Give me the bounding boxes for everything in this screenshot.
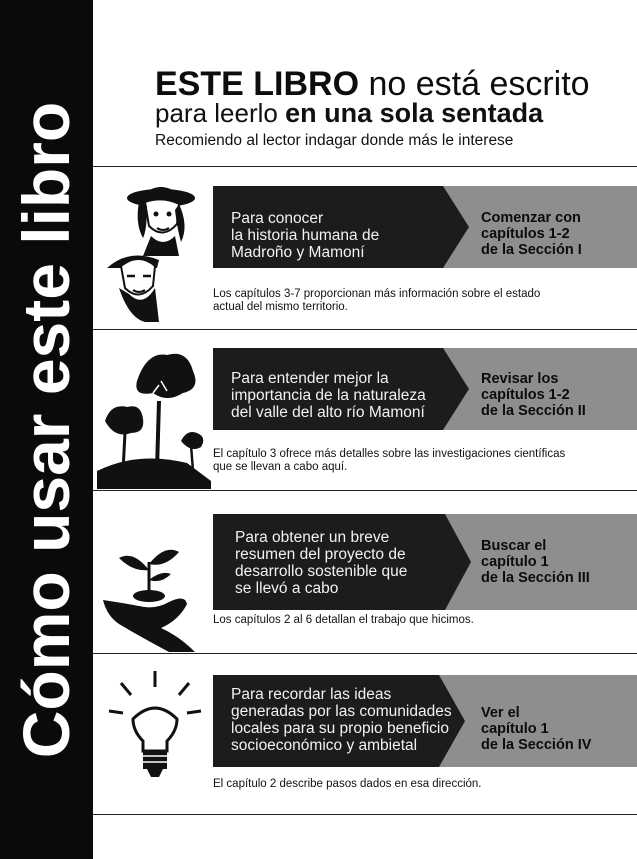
panel-4-left-text [231, 686, 452, 754]
side-bar [0, 0, 93, 859]
panel-2-left-line: del valle del alto río Mamoní [231, 404, 425, 421]
panel-3 [213, 514, 637, 610]
panel-1-left-line: Madroño y Mamoní [231, 244, 365, 261]
panel-1-right-text [481, 210, 582, 258]
header-line-1 [155, 66, 625, 102]
side-title: Cómo usar este libro [9, 101, 83, 759]
note-4 [213, 778, 633, 791]
panel-4-left-line: generadas por las comunidades [231, 703, 452, 720]
panel-1-right-line: capítulos 1-2 [481, 226, 570, 242]
header-line-1-bold: ESTE LIBRO [155, 65, 360, 103]
panel-2-right-line: Revisar los [481, 371, 559, 387]
panel-4-left-line: socioeconómico y ambietal [231, 737, 418, 754]
panel-1 [213, 186, 637, 268]
panel-1-left-text [231, 210, 379, 261]
note-1-line: actual del mismo territorio. [213, 301, 348, 313]
panel-4-right-text [481, 705, 591, 753]
panel-2 [213, 348, 637, 430]
panel-3-right-line: Buscar el [481, 538, 547, 554]
panel-3-left-text [235, 529, 407, 597]
panel-1-left-line: la historia humana de [231, 227, 380, 244]
panel-4 [213, 675, 637, 767]
note-3-line: Los capítulos 2 al 6 detallan el trabajo que hicimos. [213, 614, 474, 626]
panel-2-left-text [231, 370, 426, 421]
panel-3-right-text [481, 538, 590, 586]
header-line-2-bold: en una sola sentada [285, 98, 544, 128]
note-2 [213, 448, 633, 474]
header-line-2 [155, 100, 625, 126]
note-2-line: que se llevan a cabo aquí. [213, 461, 348, 473]
header-line-2-start: para leerlo [155, 98, 286, 128]
panel-3-left-line: Para obtener un breve [235, 529, 390, 546]
lightbulb-icon [107, 667, 203, 783]
panel-2-right-line: capítulos 1-2 [481, 387, 570, 403]
panel-2-right-text [481, 371, 586, 419]
panel-4-right-line: capítulo 1 [481, 721, 549, 737]
header-line-1-rest: no está escrito [359, 65, 590, 103]
section-1 [93, 166, 637, 329]
section-4 [93, 653, 637, 814]
header [155, 66, 625, 150]
panel-1-right-line: Comenzar con [481, 210, 581, 226]
note-2-line: El capítulo 3 ofrece más detalles sobre las investigaciones científicas [213, 448, 566, 460]
panel-4-right-line: Ver el [481, 705, 520, 721]
section-3 [93, 490, 637, 653]
divider-5 [93, 814, 637, 815]
panel-4-left-line: locales para su propio beneficio [231, 720, 449, 737]
panel-3-left-line: desarrollo sostenible que [235, 563, 408, 580]
hand-sprout-icon [99, 540, 213, 652]
note-1-line: Los capítulos 3-7 proporcionan más información sobre el estado [213, 288, 541, 300]
panel-3-left-line: resumen del proyecto de [235, 546, 406, 563]
panel-4-right-line: de la Sección IV [481, 737, 592, 753]
panel-2-right-line: de la Sección II [481, 403, 586, 419]
header-line-3: Recomiendo al lector indagar donde más le interese [155, 132, 514, 149]
people-portraits-icon [99, 176, 211, 326]
panel-1-right-line: de la Sección I [481, 242, 582, 258]
note-4-line: El capítulo 2 describe pasos dados en esa dirección. [213, 778, 482, 790]
panel-4-left-line: Para recordar las ideas [231, 686, 392, 703]
panel-2-left-line: Para entender mejor la [231, 370, 389, 387]
panel-3-right-line: capítulo 1 [481, 554, 549, 570]
panel-1-left-line: Para conocer [231, 210, 324, 227]
trees-icon [97, 341, 211, 489]
panel-2-left-line: importancia de la naturaleza [231, 387, 426, 404]
note-3 [213, 614, 633, 627]
panel-3-right-line: de la Sección III [481, 570, 590, 586]
panel-3-left-line: se llevó a cabo [235, 580, 339, 597]
section-2 [93, 329, 637, 490]
note-1 [213, 288, 633, 314]
